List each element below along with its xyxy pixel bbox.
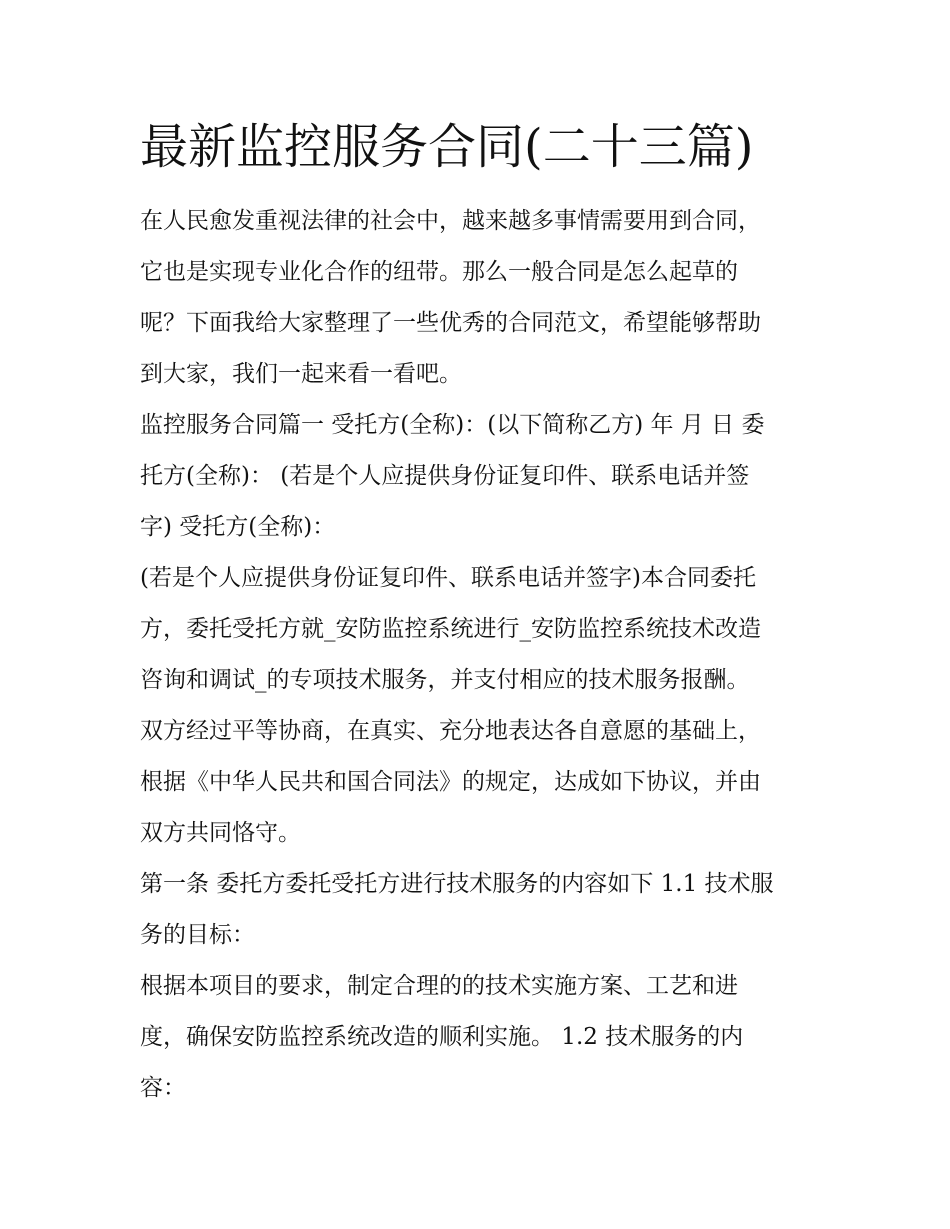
paragraph-line: 方，委托受托方就_安防监控系统进行_安防监控系统技术改造 <box>140 616 761 642</box>
paragraph-line: 字) 受托方(全称)： <box>140 514 336 540</box>
paragraph-line: 监控服务合同篇一 受托方(全称)：(以下简称乙方) 年 月 日 委 <box>140 412 765 438</box>
paragraph-line: 务的目标： <box>140 922 255 948</box>
paragraph-line: 根据本项目的要求，制定合理的的技术实施方案、工艺和进 <box>140 973 738 999</box>
paragraph-line: 呢？下面我给大家整理了一些优秀的合同范文，希望能够帮助 <box>140 310 761 336</box>
paragraph-line: 容： <box>140 1075 186 1101</box>
paragraph-line: (若是个人应提供身份证复印件、联系电话并签字)本合同委托 <box>140 565 756 591</box>
document-body <box>140 196 820 1114</box>
paragraph-line: 根据《中华人民共和国合同法》的规定，达成如下协议，并由 <box>140 769 761 795</box>
paragraph-line: 度，确保安防监控系统改造的顺利实施。 1.2 技术服务的内 <box>140 1024 744 1050</box>
paragraph-line: 双方共同恪守。 <box>140 820 301 846</box>
paragraph-line: 第一条 委托方委托受托方进行技术服务的内容如下 1.1 技术服 <box>140 871 774 897</box>
paragraph-line: 双方经过平等协商，在真实、充分地表达各自意愿的基础上， <box>140 718 761 744</box>
paragraph-line: 咨询和调试_的专项技术服务，并支付相应的技术服务报酬。 <box>140 667 750 693</box>
paragraph-line: 托方(全称)： (若是个人应提供身份证复印件、联系电话并签 <box>140 463 750 489</box>
document-title: 最新监控服务合同(二十三篇) <box>140 119 754 175</box>
paragraph-line: 在人民愈发重视法律的社会中，越来越多事情需要用到合同， <box>140 208 761 234</box>
paragraph-line: 它也是实现专业化合作的纽带。那么一般合同是怎么起草的 <box>140 259 738 285</box>
paragraph-line: 到大家，我们一起来看一看吧。 <box>140 361 462 387</box>
